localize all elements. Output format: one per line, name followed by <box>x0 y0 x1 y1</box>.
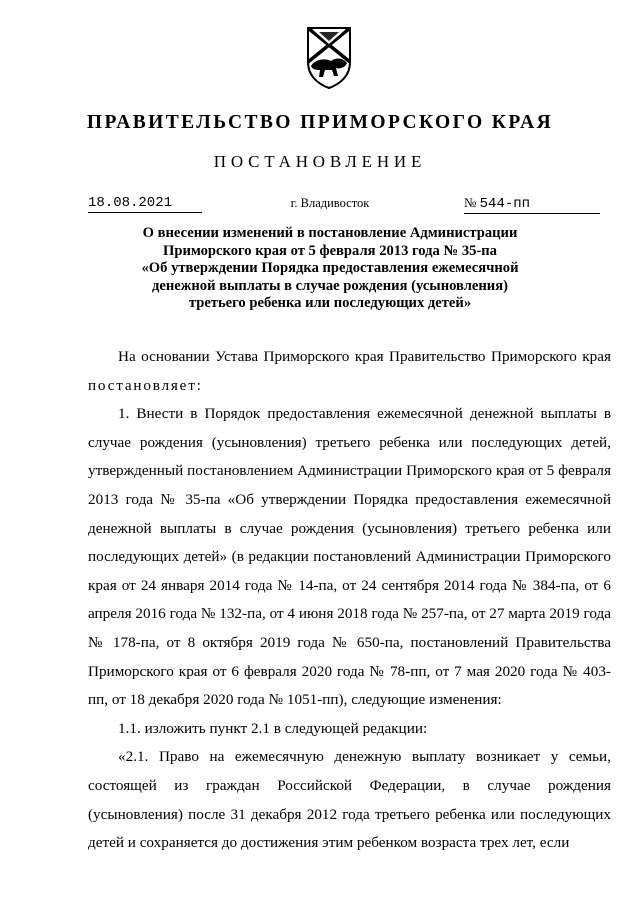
paragraph-basis <box>88 343 611 400</box>
document-type: ПОСТАНОВЛЕНИЕ <box>213 152 427 171</box>
paragraph-item-1-1: 1.1. изложить пункт 2.1 в следующей редакции: <box>118 719 428 737</box>
heading-line: О внесении изменений в постановление Администрации <box>142 225 518 241</box>
document-number <box>464 194 600 214</box>
heading-line: денежной выплаты в случае рождения (усыновления) <box>152 277 508 294</box>
meta-row <box>0 194 640 216</box>
resolves-word: постановляет: <box>88 376 203 394</box>
number-value: 544-пп <box>479 196 531 212</box>
number-sign: № <box>464 195 477 210</box>
heading-line: третьего ребенка или последующих детей» <box>188 295 472 311</box>
document-date: 18.08.2021 <box>88 194 202 213</box>
primorsky-coat-of-arms-icon <box>305 26 353 90</box>
document-body <box>88 343 611 858</box>
paragraph-text: На основании Устава Приморского края Правительство Приморского края <box>118 348 611 365</box>
heading-line: Приморского края от 5 февраля 2013 года № 35-па <box>163 242 497 259</box>
paragraph-item-1: 1. Внести в Порядок предоставления ежемесячной денежной выплаты в случае рождения (усыновления) третьего ребенка или последующих детей, утвержденный постановлением Администрации Приморского края от 5 февраля 2013 года № 35-па «Об утверждении Порядка предоставления ежемесячной денежной выплаты в случае рождения (усыновления) третьего ребенка или последующих детей» (в редакции постановлений Администрации Приморского края от 24 января 2014 года № 14-па, от 24 сентября 2014 года № 384-па, от 6 апреля 2016 года № 132-па, от 4 июня 2018 года № 257-па, от 27 марта 2019 года № 178-па, от 8 октября 2019 года № 650-па, постановлений Правительства Приморского края от 6 февраля 2020 года № 78-пп, от 7 мая 2020 года № 403-пп, от 18 декабря 2020 года № 1051-пп), следующие изменения: <box>88 405 611 709</box>
document-heading <box>120 225 540 313</box>
government-title: ПРАВИТЕЛЬСТВО ПРИМОРСКОГО КРАЯ <box>86 112 554 133</box>
paragraph-item-2-1: «2.1. Право на ежемесячную денежную выплату возникает у семьи, состоящей из граждан Российской Федерации, в случае рождения (усыновления) после 31 декабря 2012 года третьего ребенка или последующих детей и сохраняется до достижения этим ребенком возраста трех лет, если <box>88 748 611 852</box>
heading-line: «Об утверждении Порядка предоставления ежемесячной <box>141 260 519 276</box>
document-city: г. Владивосток <box>290 196 370 210</box>
